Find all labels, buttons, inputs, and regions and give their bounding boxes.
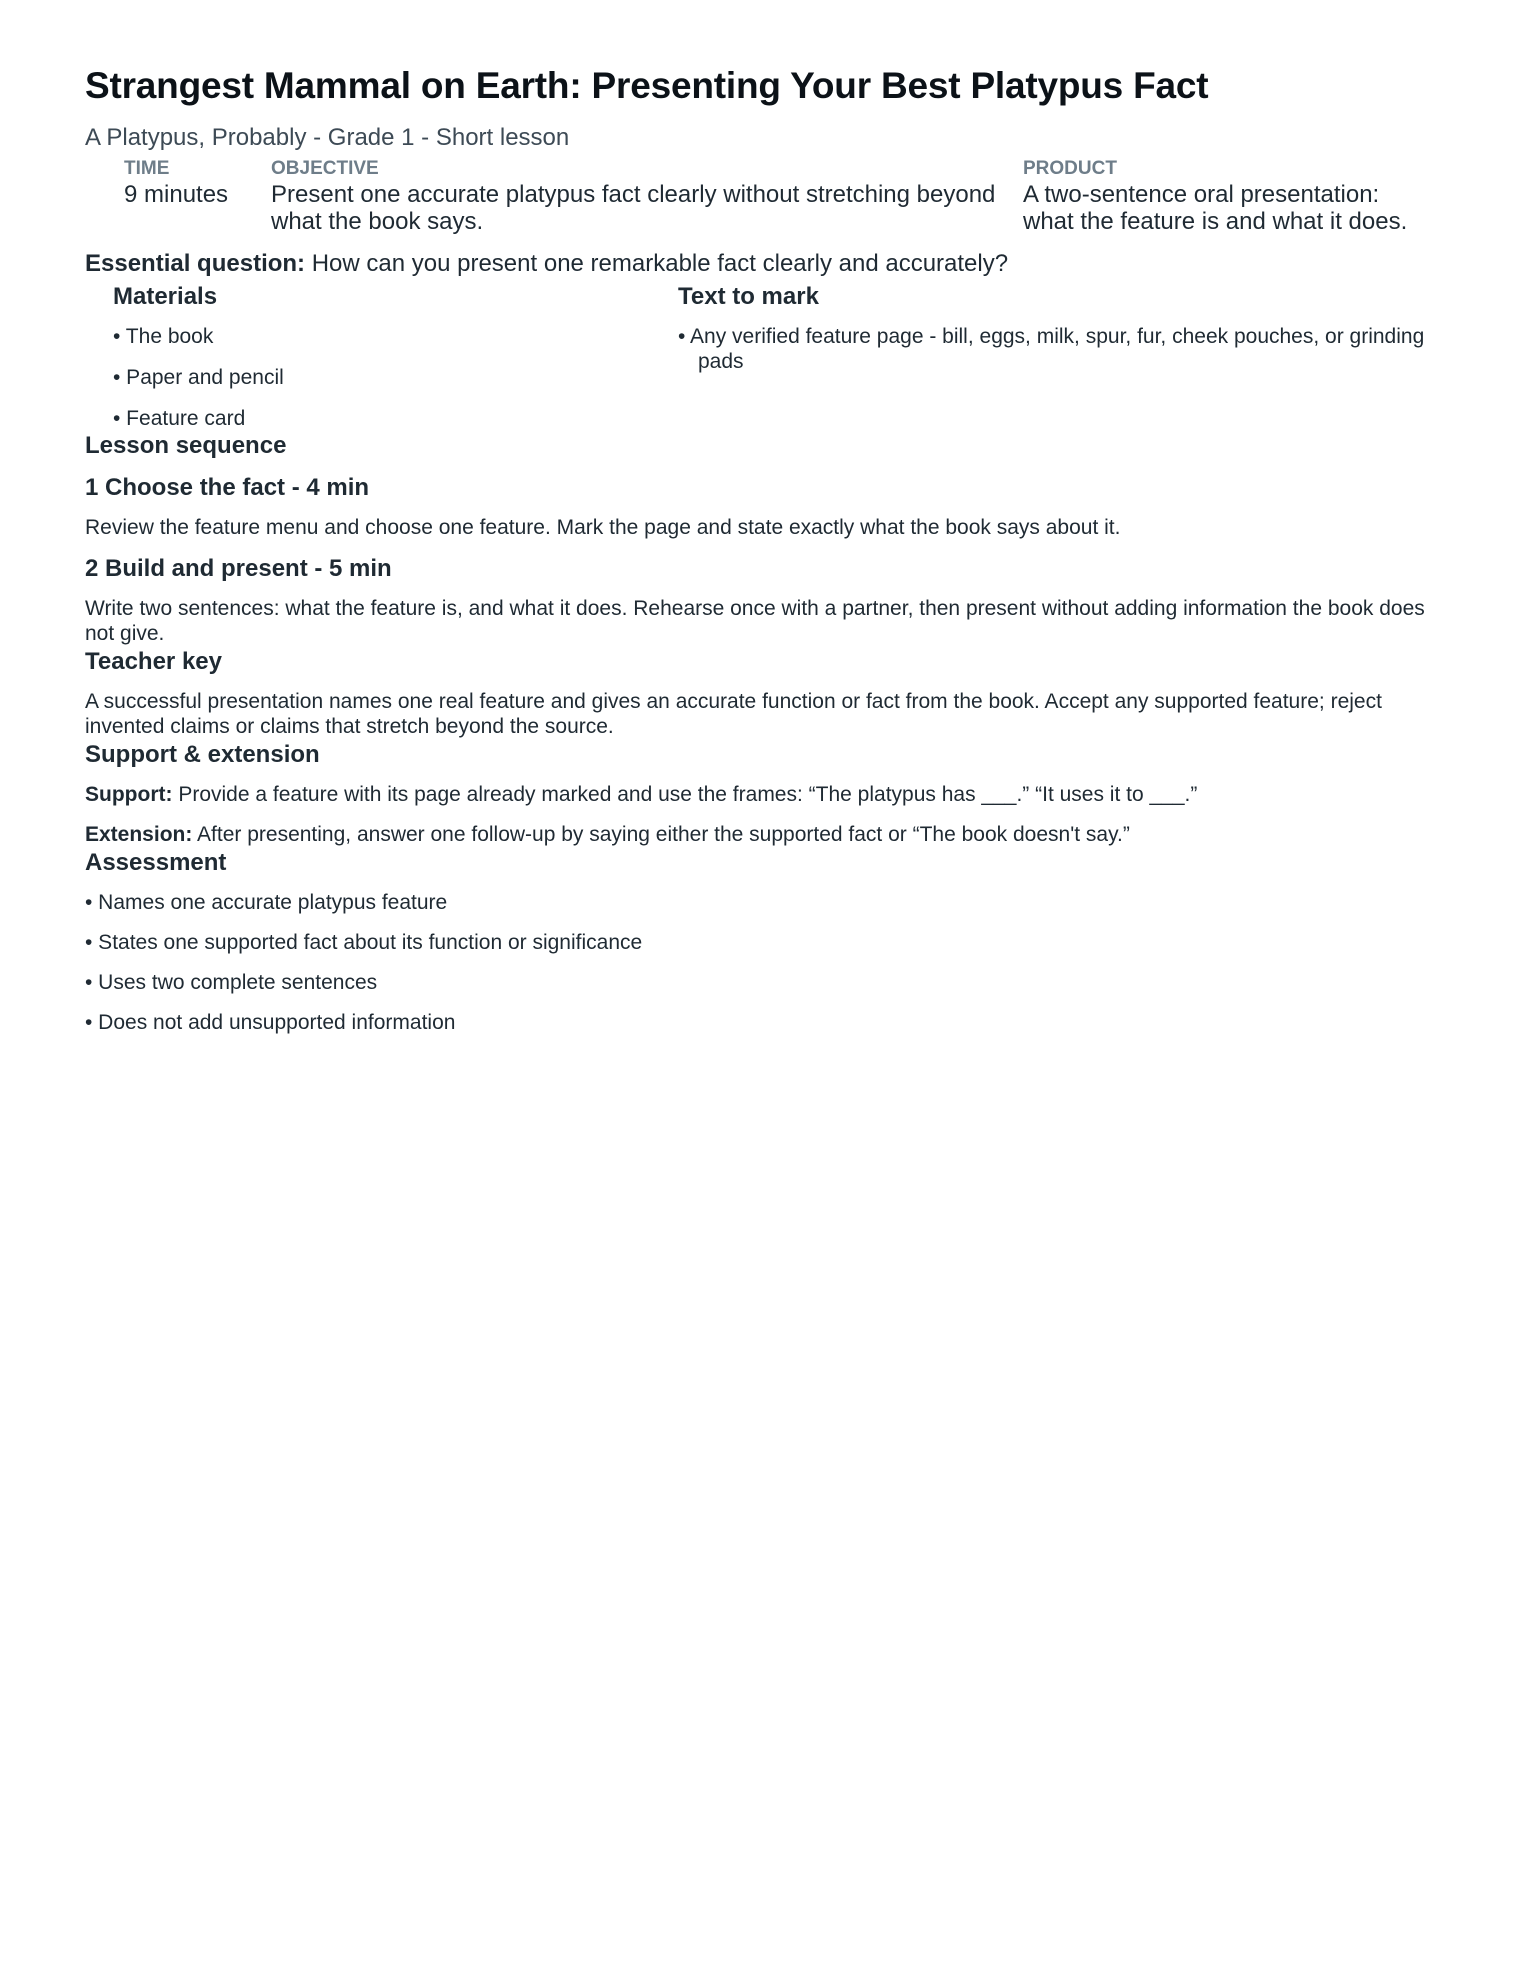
assessment-section — [85, 848, 1445, 1036]
materials-text-section — [113, 282, 1445, 447]
support-text — [85, 782, 1445, 807]
lesson-sequence-section — [85, 431, 1445, 646]
text-to-mark-heading: Text to mark — [678, 283, 819, 310]
lesson-meta — [124, 158, 1445, 235]
essential-question — [85, 250, 1445, 278]
product-value: A two-sentence oral presentation: what the feature is and what it does. — [1023, 181, 1408, 235]
essential-question-text: How can you present one remarkable fact clearly and accurately? — [305, 250, 1009, 277]
assessment-item: • Names one accurate platypus feature — [85, 891, 448, 914]
materials-block — [113, 282, 678, 447]
product-label: PRODUCT — [1023, 158, 1117, 179]
objective-value: Present one accurate platypus fact clearly without stretching beyond what the book says. — [271, 181, 996, 235]
step-1-text: Review the feature menu and choose one feature. Mark the page and state exactly what the book says about it. — [85, 516, 1121, 539]
materials-item: • The book — [113, 325, 214, 348]
essential-question-label: Essential question: — [85, 250, 306, 277]
step-1-heading: 1 Choose the fact - 4 min — [85, 474, 370, 501]
lesson-plan-page — [85, 62, 1445, 1050]
extension-label: Extension: — [85, 823, 193, 846]
support-extension-section — [85, 740, 1445, 847]
extension-text — [85, 822, 1445, 847]
step-2-text: Write two sentences: what the feature is, and what it does. Rehearse once with a partner, then present without adding information the book does not give. — [85, 597, 1425, 645]
assessment-item: • Uses two complete sentences — [85, 971, 378, 994]
time-label: TIME — [124, 158, 170, 179]
teacher-key-heading: Teacher key — [85, 648, 222, 675]
meta-product — [1023, 158, 1413, 235]
lesson-sequence-heading: Lesson sequence — [85, 432, 287, 459]
meta-time — [124, 158, 271, 235]
support-extension-heading: Support & extension — [85, 741, 320, 768]
page-title: Strangest Mammal on Earth: Presenting Your Best Platypus Fact — [85, 65, 1209, 106]
materials-list — [113, 324, 678, 432]
materials-heading: Materials — [113, 283, 218, 310]
text-to-mark-item: • Any verified feature page - bill, eggs, milk, spur, fur, cheek pouches, or grinding pads — [678, 325, 1425, 373]
assessment-item: • States one supported fact about its function or significance — [85, 931, 643, 954]
page-subtitle: A Platypus, Probably - Grade 1 - Short lesson — [85, 124, 570, 151]
support-label: Support: — [85, 783, 173, 806]
time-value: 9 minutes — [124, 181, 229, 208]
materials-item: • Paper and pencil — [113, 366, 284, 389]
meta-objective — [271, 158, 1023, 235]
step-2-heading: 2 Build and present - 5 min — [85, 555, 392, 582]
teacher-key-section — [85, 647, 1445, 739]
text-to-mark-block — [678, 282, 1438, 447]
assessment-list — [85, 890, 1445, 1036]
support-body: Provide a feature with its page already marked and use the frames: “The platypus has ___.” “It uses it to ___.” — [172, 783, 1198, 806]
assessment-item: • Does not add unsupported information — [85, 1011, 456, 1034]
materials-item: • Feature card — [113, 407, 246, 430]
extension-body: After presenting, answer one follow-up by saying either the supported fact or “The book doesn't say.” — [192, 823, 1130, 846]
objective-label: OBJECTIVE — [271, 158, 379, 179]
teacher-key-text: A successful presentation names one real feature and gives an accurate function or fact from the book. Accept any supported feature; reject invented claims or claims that stretch beyond the source. — [85, 690, 1382, 738]
assessment-heading: Assessment — [85, 849, 227, 876]
